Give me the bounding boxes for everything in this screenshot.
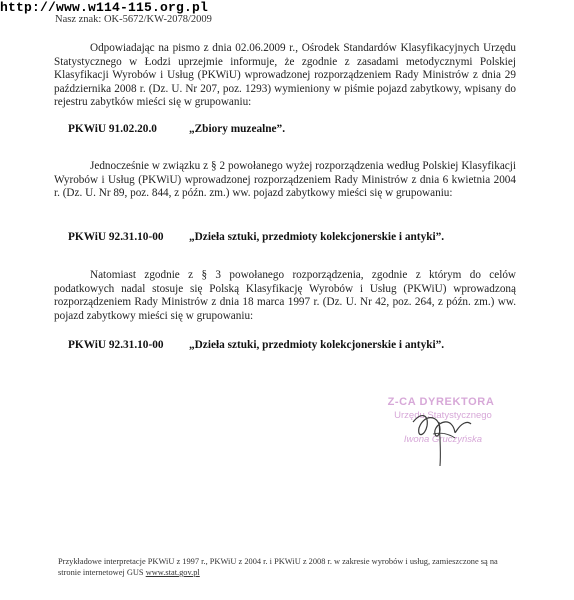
classification-name: „Dzieła sztuki, przedmioty kolekcjonerskie i antyki”. — [189, 339, 445, 351]
paragraph-third — [54, 269, 516, 323]
paragraph-second-text: Jednocześnie w związku z § 2 powołanego wyżej rozporządzenia według Polskiej Klasyfikacji Wyrobów i Usług (PKWiU) wprowadzonej rozporządzeniem Rady Ministrów z dnia 6 kwietnia 2004 r. (Dz. U. Nr 89, poz. 844, z późn. zm.) ww. pojazd zabytkowy mieści się w grupowaniu: — [54, 160, 516, 199]
paragraph-third-text: Natomiast zgodnie z § 3 powołanego rozporządzenia, zgodnie z którym do celów podatkowych nadal stosuje się Polską Klasyfikację Wyrobów i Usług (PKWiU) wprowadzoną rozporządzeniem Rady Ministrów z dnia 18 marca 1997 r. (Dz. U. Nr 42, poz. 264, z późn. zm.) ww. pojazd zabytkowy mieści się w grupowaniu: — [54, 269, 516, 322]
paragraph-second — [54, 160, 516, 201]
classification-code: PKWiU 91.02.20.0 — [68, 123, 157, 135]
handwritten-signature — [405, 404, 485, 470]
classification-1 — [68, 123, 286, 135]
footer-link[interactable]: www.stat.gov.pl — [145, 568, 200, 577]
reference-number: Nasz znak: OK-5672/KW-2078/2009 — [55, 14, 212, 25]
classification-2 — [68, 231, 445, 243]
classification-code: PKWiU 92.31.10-00 — [68, 339, 164, 351]
stamp-person: Iwona Gruczyńska — [403, 434, 483, 445]
footer-text: Przykładowe interpretacje PKWiU z 1997 r., PKWiU z 2004 r. i PKWiU z 2008 r. w zakresie wyrobów i usług, zamieszczone są na stronie internetowej GUS — [58, 557, 498, 577]
classification-name: „Zbiory muzealne”. — [189, 123, 286, 135]
watermark-url[interactable]: http://www.w114-115.org.pl — [0, 0, 209, 15]
stamp-title: Z-CA DYREKTORA — [387, 396, 495, 408]
classification-name: „Dzieła sztuki, przedmioty kolekcjonerskie i antyki”. — [189, 231, 445, 243]
classification-3 — [68, 339, 445, 351]
footer-note — [58, 556, 518, 578]
stamp-office: Urzędu Statystycznego — [394, 410, 492, 421]
paragraph-intro-text: Odpowiadając na pismo z dnia 02.06.2009 r., Ośrodek Standardów Klasyfikacyjnych Urzędu Statystycznego w Łodzi uprzejmie informuje, że zgodnie z zasadami metodycznymi Polskiej Klasyfikacji Wyrobów i Usług (PKWiU) wprowadzonej rozporządzeniem Rady Ministrów z dnia 29 października 2008 r. (Dz. U. Nr 207, poz. 1293) wymieniony w piśmie pojazd zabytkowy, wpisany do rejestru zabytków mieści się w grupowaniu: — [54, 42, 516, 108]
paragraph-intro — [54, 42, 516, 110]
classification-code: PKWiU 92.31.10-00 — [68, 231, 164, 243]
